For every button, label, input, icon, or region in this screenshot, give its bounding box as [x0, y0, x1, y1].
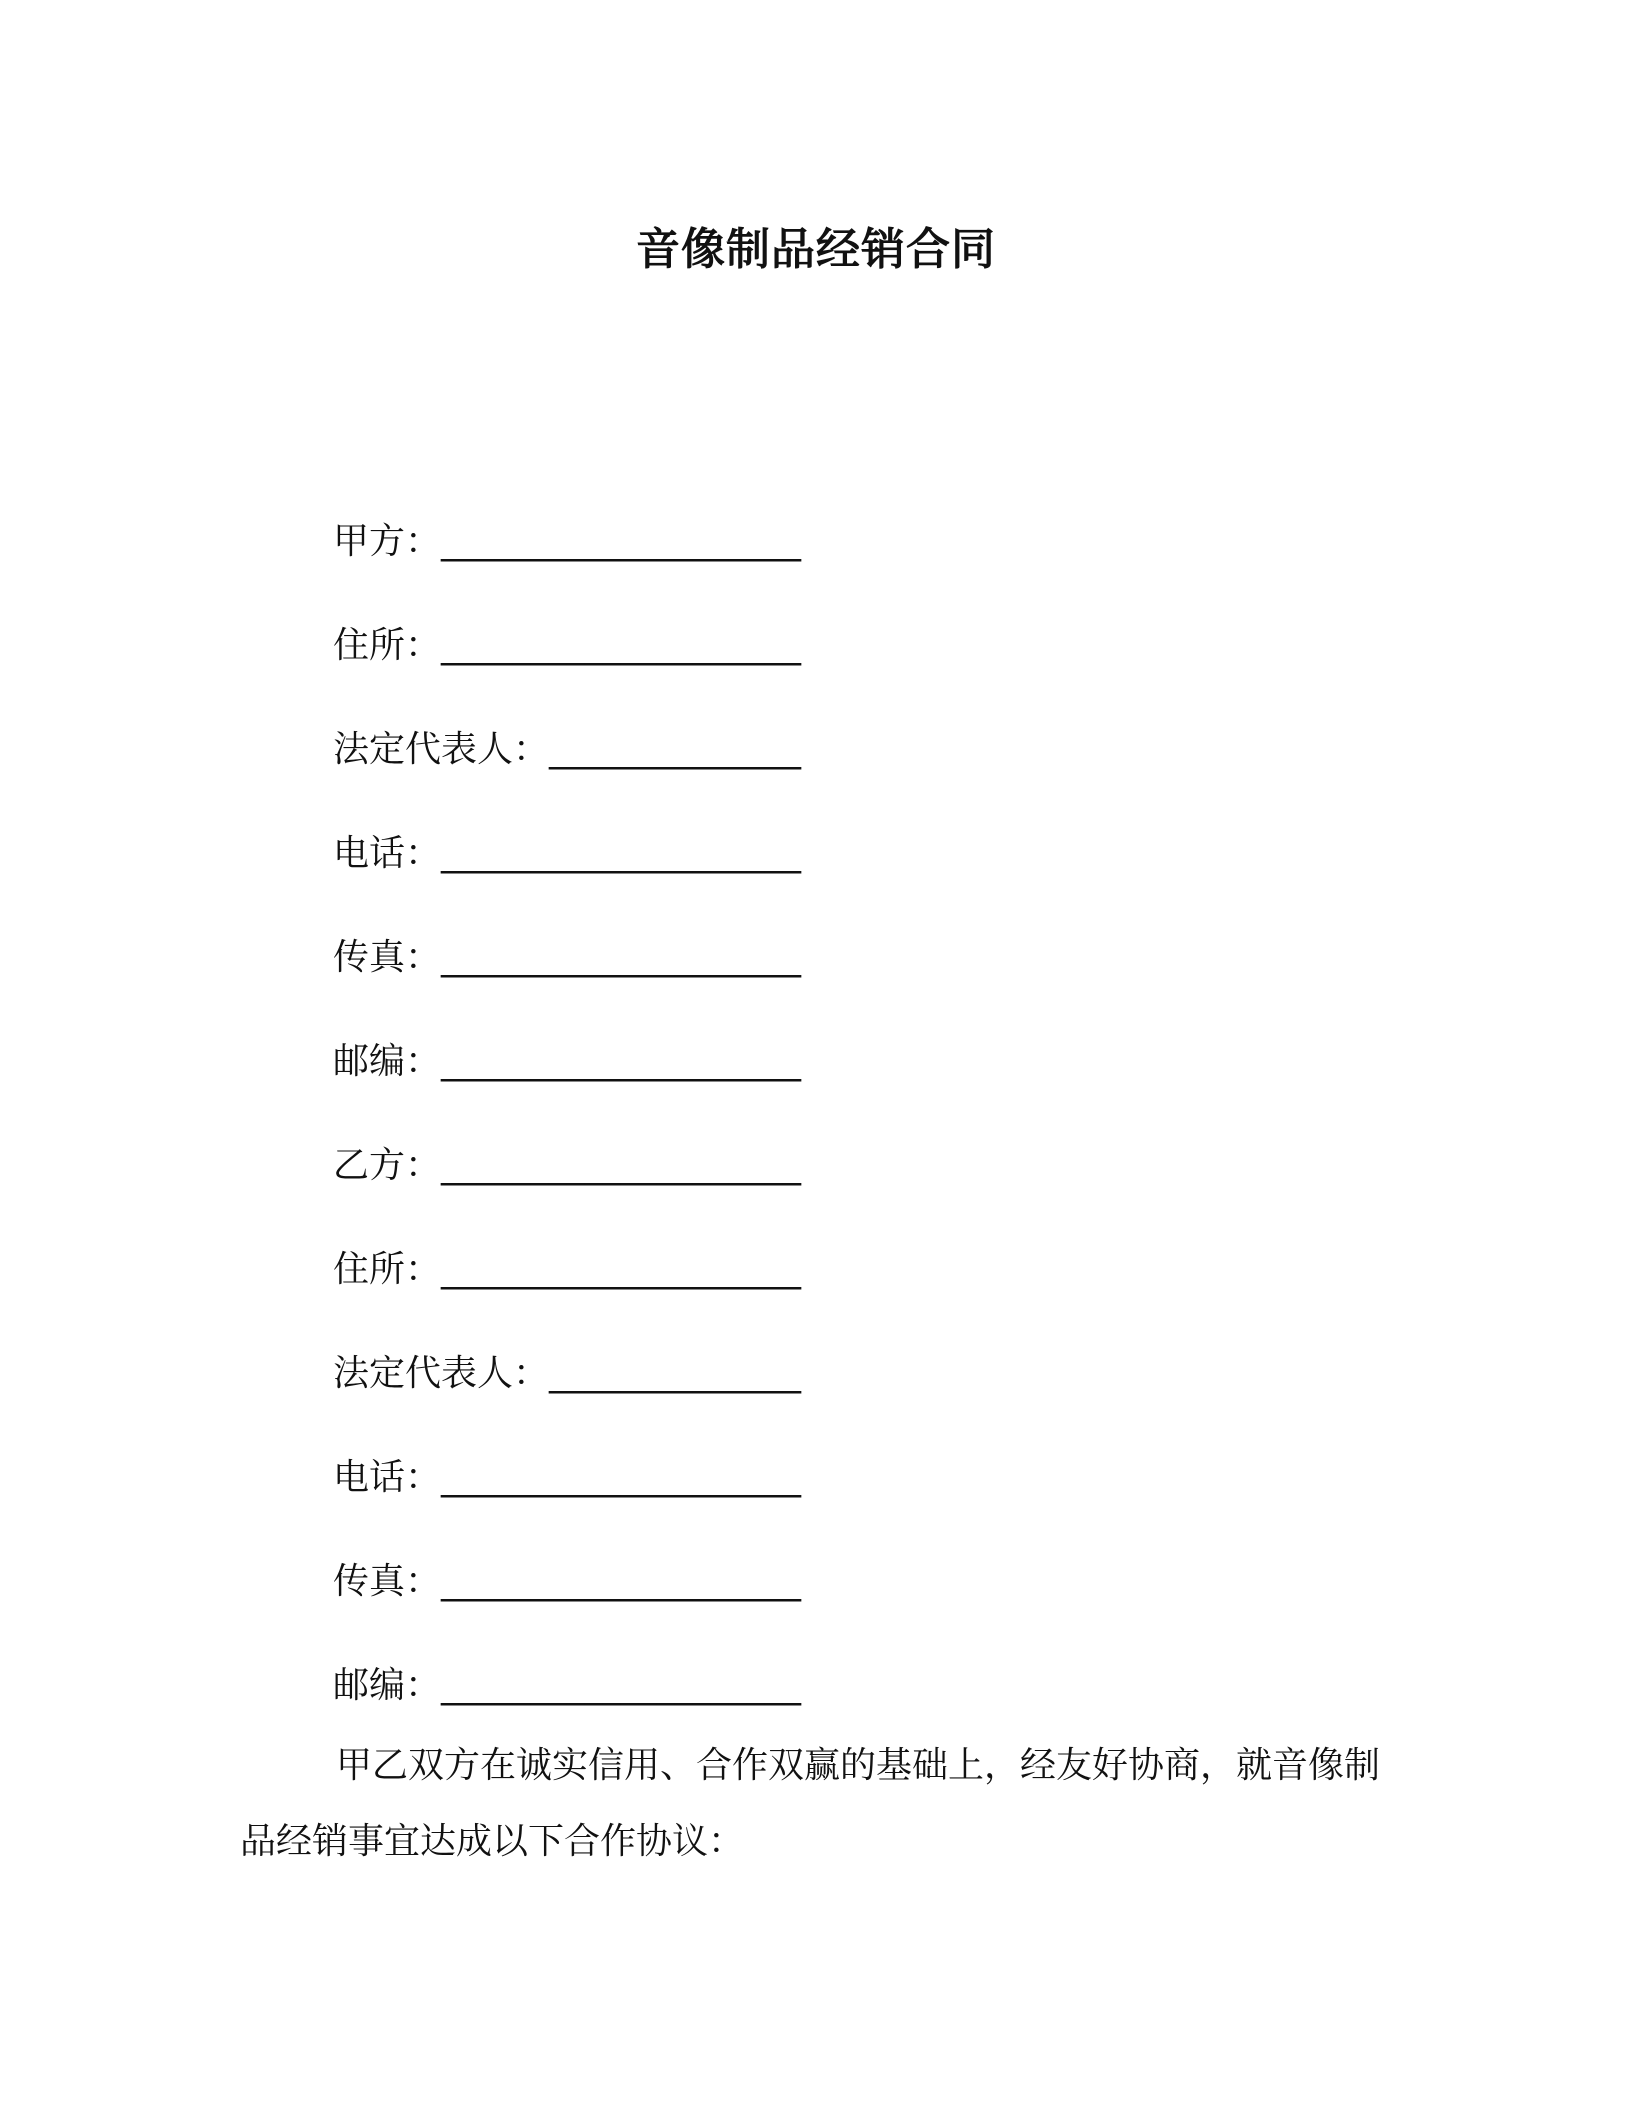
field-row-party-a-postcode — [333, 1010, 1233, 1114]
field-label: 传真： — [333, 1561, 442, 1602]
field-label: 住所： — [333, 625, 442, 666]
field-row-party-a-fax — [333, 906, 1233, 1010]
field-label: 电话： — [333, 833, 442, 874]
field-label: 邮编： — [333, 1665, 442, 1706]
field-label: 传真： — [333, 937, 442, 978]
field-blank: ____________________ — [441, 833, 802, 874]
field-blank: ____________________ — [441, 1145, 802, 1186]
field-row-party-a — [333, 490, 1233, 594]
field-blank: ____________________ — [441, 1561, 802, 1602]
field-blank: ____________________ — [441, 625, 802, 666]
field-blank: ____________________ — [441, 1665, 802, 1706]
field-row-party-a-address — [333, 594, 1233, 698]
field-row-party-a-representative — [333, 698, 1233, 802]
field-label: 法定代表人： — [333, 1353, 550, 1394]
field-row-party-b-address — [333, 1218, 1233, 1322]
intro-paragraph: 甲乙双方在诚实信用、合作双赢的基础上，经友好协商，就音像制品经销事宜达成以下合作协议： — [240, 1745, 1381, 1862]
field-label: 住所： — [333, 1249, 442, 1290]
field-row-party-b-phone — [333, 1426, 1233, 1530]
field-label: 邮编： — [333, 1041, 442, 1082]
document-title: 音像制品经销合同 — [636, 224, 996, 275]
field-row-party-a-phone — [333, 802, 1233, 906]
field-blank: ______________ — [549, 1353, 802, 1394]
field-row-party-b-postcode — [333, 1634, 1233, 1738]
field-row-party-b-fax — [333, 1530, 1233, 1634]
field-blank: ____________________ — [441, 1249, 802, 1290]
field-row-party-b-representative — [333, 1322, 1233, 1426]
field-label: 甲方： — [333, 521, 442, 562]
field-label: 法定代表人： — [333, 729, 550, 770]
field-label: 电话： — [333, 1457, 442, 1498]
field-blank: ____________________ — [441, 937, 802, 978]
party-info-fields — [333, 490, 1233, 1738]
field-blank: ____________________ — [441, 1457, 802, 1498]
field-row-party-b — [333, 1114, 1233, 1218]
field-label: 乙方： — [333, 1145, 442, 1186]
field-blank: ____________________ — [441, 521, 802, 562]
field-blank: ______________ — [549, 729, 802, 770]
field-blank: ____________________ — [441, 1041, 802, 1082]
